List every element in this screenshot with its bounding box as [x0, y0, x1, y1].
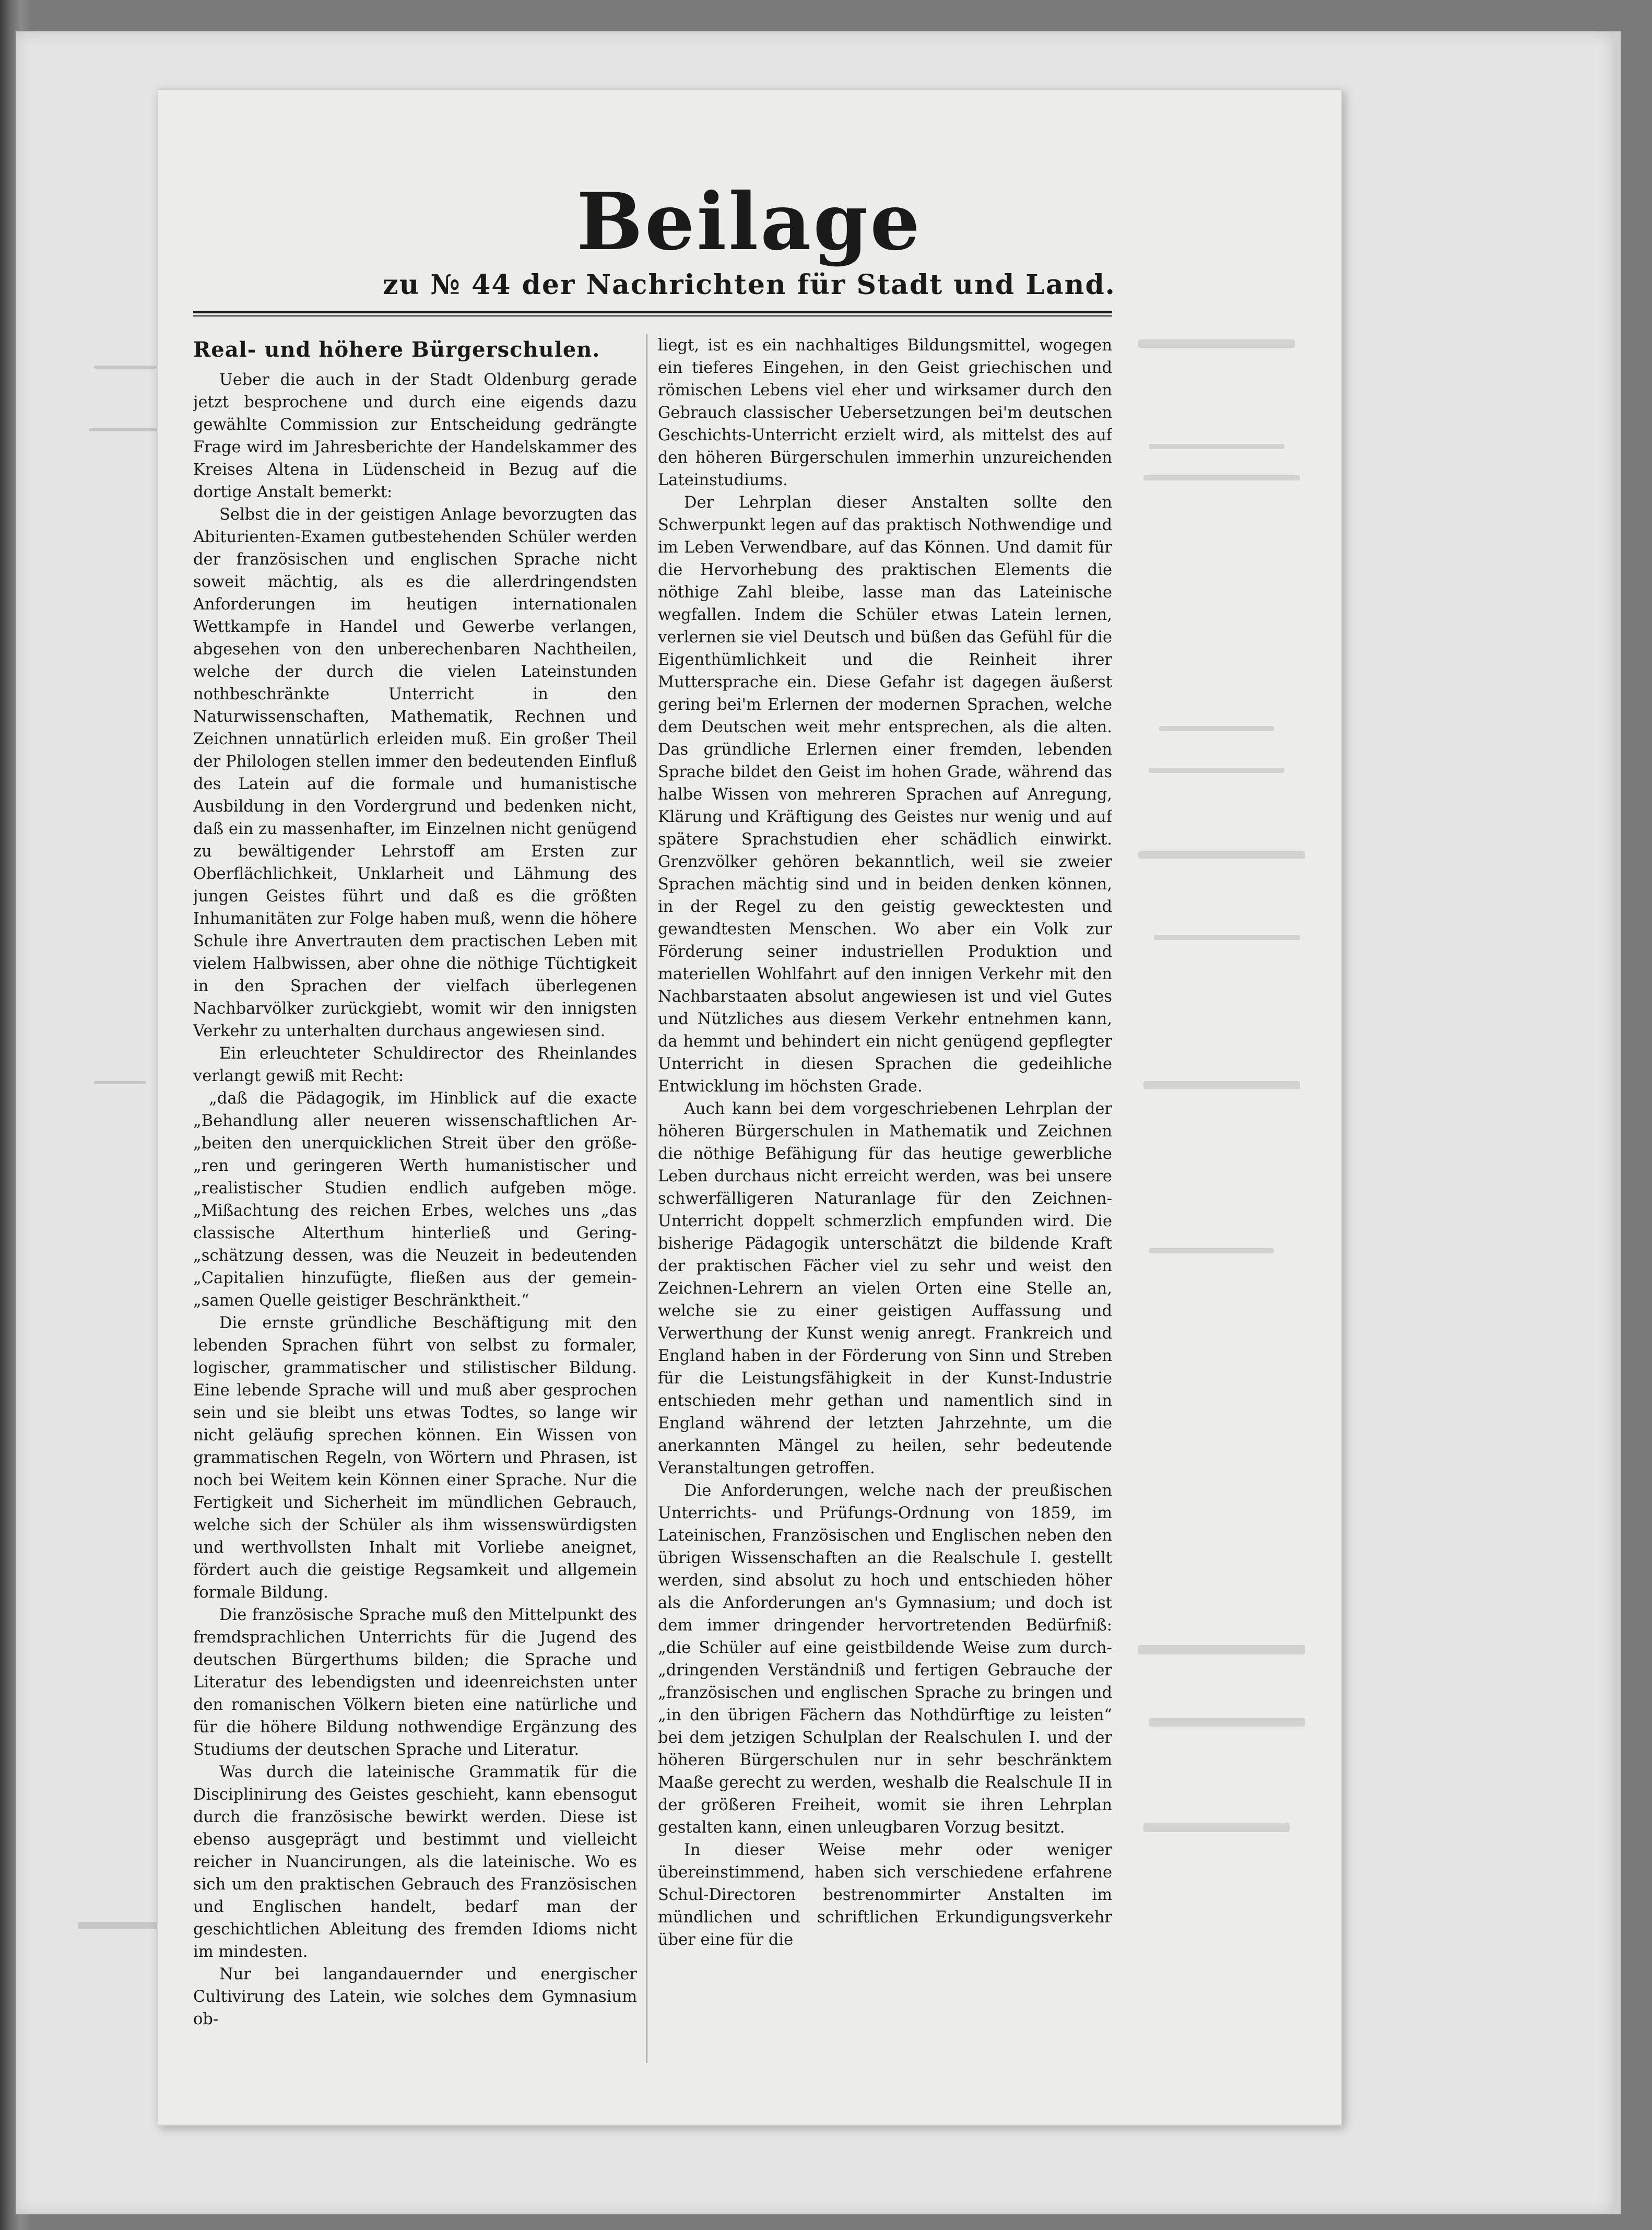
paragraph: Die Anforderungen, welche nach der preußischen Unterrichts- und Prüfungs-Ordnung von 1859, im Lateinischen, Französischen und Englischen neben den übrigen Wissenschaften an die Realschule I. gestellt werden, sind absolut zu hoch und entschieden höher als die Anforderungen an's Gymnasium; und doch ist dem immer dringender hervortretenden Bedürfniß: „die Schüler auf eine geistbildende Weise zum durch- „dringenden Verständniß und fertigen Gebrauche der „französischen und englischen Sprache zu bringen und „in den übrigen Fächern das Nothdürftige zu leisten“ bei dem jetzigen Schulplan der Realschulen I. und der höheren Bürgerschulen nur in sehr beschränktem Maaße gerecht zu werden, weshalb die Realschule II in der größeren Freiheit, womit sie ihren Lehrplan gestalten kann, einen unleugbaren Vorzug besitzt.: [658, 1482, 1112, 1837]
masthead-rule-thick: [193, 311, 1112, 313]
supplement-title: Beilage: [576, 176, 922, 268]
paragraph: Selbst die in der geistigen Anlage bevorzugten das Abiturienten-Examen gutbestehenden Schüler werden der französischen und englischen Sprache nicht soweit mächtig, als es die allerdringendsten Anforderungen im heutigen internationalen Wettkampfe in Handel und Gewerbe verlangen, abgesehen von den unberechenbaren Nachtheilen, welche der durch die vielen Lateinstunden nothbeschränkte Unterricht in den Naturwissenschaften, Mathematik, Rechnen und Zeichnen unnatürlich erleiden muß. Ein großer Theil der Philologen stellen immer den bedeutenden Einfluß des Latein auf die formale und humanistische Ausbildung in den Vordergrund und bedenken nicht, daß ein zu massenhafter, im Einzelnen nicht genügend zu bewältigender Lehrstoff am Ersten zur Oberflächlichkeit, Unklarheit und Lähmung des jungen Geistes führt und daß es die größten Inhumanitäten zur Folge haben muß, wenn die höhere Schule ihre Anvertrauten dem practischen Leben mit vielem Halbwissen, aber ohne die nöthige Tüchtigkeit in den Sprachen der vielfach überlegenen Nachbarvölker zurückgiebt, womit wir den innigsten Verkehr zu unterhalten durchaus angewiesen sind.: [193, 506, 637, 1040]
supplement-subtitle: zu № 44 der Nachrichten für Stadt und Land.: [383, 269, 1116, 301]
paragraph: Ueber die auch in der Stadt Oldenburg gerade jetzt besprochene und durch eine eigends dazu gewählte Commission zur Entscheidung gedrängte Frage wird im Jahresberichte der Handelskammer des Kreises Altena in Lüdenscheid in Bezug auf die dortige Anstalt bemerkt:: [193, 371, 637, 501]
bleed-through-area: [1128, 308, 1326, 1979]
bleed-through-mark: [89, 428, 162, 431]
paragraph: Der Lehrplan dieser Anstalten sollte den Schwerpunkt legen auf das praktisch Nothwendige und im Leben Verwendbare, auf das Können. Und damit für die Hervorhebung des praktischen Elements die nöthige Zahl bleibe, lasse man das Lateinische wegfallen. Indem die Schüler etwas Latein lernen, verlernen sie viel Deutsch und büßen das Gefühl für die Eigenthümlichkeit und die Reinheit ihrer Muttersprache ein. Diese Gefahr ist dagegen äußerst gering bei'm Erlernen der modernen Sprachen, welche dem Deutschen weit mehr entsprechen, als die alten. Das gründliche Erlernen einer fremden, lebenden Sprache bildet den Geist im hohen Grade, während das halbe Wissen von mehreren Sprachen auf Anregung, Klärung und Kräftigung des Geistes nur wenig und auf spätere Sprachstudien eher schädlich einwirkt. Grenzvölker gehören bekanntlich, weil sie zweier Sprachen mächtig sind und in beiden denken können, in der Regel zu den geistig gewecktesten und gewandtesten Menschen. Wo aber ein Volk zur Förderung seiner industriellen Produktion und materiellen Wohlfahrt auf den innigen Verkehr mit den Nachbarstaaten absolut angewiesen ist und viel Gutes und Nützliches aus diesem Verkehr entnehmen kann, da hemmt und behindert ein nicht genügend gepflegter Unterricht in diesen Sprachen die gedeihliche Entwicklung im höchsten Grade.: [658, 494, 1112, 1096]
column-divider: [646, 334, 647, 2063]
bleed-through-mark: [94, 366, 157, 369]
paragraph: Ein erleuchteter Schuldirector des Rheinlandes verlangt gewiß mit Recht:: [193, 1044, 637, 1085]
paragraph: Was durch die lateinische Grammatik für die Disciplinirung des Geistes geschieht, kann ebensogut durch die französische bewirkt werden. Diese ist ebenso ausgeprägt und bestimmt und vielleicht reicher in Nuancirungen, als die lateinische. Wo es sich um den praktischen Gebrauch des Französischen und Englischen handelt, bedarf man der geschichtlichen Ableitung des fremden Idioms nicht im mindesten.: [193, 1763, 637, 1961]
quotation: „daß die Pädagogik, im Hinblick auf die exacte „Behandlung aller neueren wissenschaftlichen Ar- „beiten den unerquicklichen Streit über den größe- „ren und geringeren Werth humanistischer und „realistischer Studien endlich aufgeben möge. „Mißachtung des reichen Erbes, welches uns „das classische Alterthum hinterließ und Gering- „schätzung dessen, was die Neuzeit in bedeutenden „Capitalien hinzufügte, fließen aus der gemein- „samen Quelle geistiger Beschränktheit.“: [193, 1089, 637, 1310]
paragraph: In dieser Weise mehr oder weniger übereinstimmend, haben sich verschiedene erfahrene Schul-Directoren bestrenommirter Anstalten im mündlichen und schriftlichen Erkundigungsverkehr über eine für die: [658, 1841, 1112, 1949]
paragraph: Die ernste gründliche Beschäftigung mit den lebenden Sprachen führt von selbst zu formaler, logischer, grammatischer und stilistischer Bildung. Eine lebende Sprache will und muß aber gesprochen sein und sie bleibt uns etwas Todtes, so lange wir nicht geläufig sprechen können. Ein Wissen von grammatischen Regeln, von Wörtern und Phrasen, ist noch bei Weitem kein Können einer Sprache. Nur die Fertigkeit und Sicherheit im mündlichen Gebrauch, welche sich der Schüler als ihm wissenswürdigsten und werthvollsten Inhalt mit Vorliebe aneignet, fördert auch die geistige Regsamkeit und allgemein formale Bildung.: [193, 1314, 637, 1602]
article-heading: Real- und höhere Bürgerschulen.: [193, 337, 600, 362]
paragraph: Die französische Sprache muß den Mittelpunkt des fremdsprachlichen Unterrichts für die Jugend des deutschen Bürgerthums bilden; die Sprache und Literatur des lebendigsten und ideenreichsten unter den romanischen Völkern bieten eine natürliche und für die höhere Bildung nothwendige Ergänzung des Studiums der deutschen Sprache und Literatur.: [193, 1606, 637, 1759]
bleed-through-mark: [94, 1081, 146, 1084]
paragraph: Auch kann bei dem vorgeschriebenen Lehrplan der höheren Bürgerschulen in Mathematik und Zeichnen die nöthige Befähigung für das heutige gewerbliche Leben durchaus nicht erreicht werden, was bei unsere schwerfälligeren Naturanlage für den Zeichnen-Unterricht doppelt schmerzlich empfunden wird. Die bisherige Pädagogik unterschätzt die bildende Kraft der praktischen Fächer viel zu sehr und weist den Zeichnen-Lehrern an vielen Orten eine Stelle an, welche sie zu einer geistigen Auffassung und Verwerthung der Kunst wenig anregt. Frankreich und England haben in der Förderung von Sinn und Streben für die Leistungsfähigkeit in der Kunst-Industrie entschieden mehr gethan und namentlich sind in England während der letzten Jahrzehnte, um die anerkannten Mängel zu heilen, sehr bedeutende Veranstaltungen getroffen.: [658, 1100, 1112, 1477]
masthead-rule-thin: [193, 315, 1112, 316]
bleed-through-mark: [78, 1922, 162, 1929]
newspaper-page: [157, 89, 1342, 2126]
paragraph: Nur bei langandauernder und energischer Cultivirung des Latein, wie solches dem Gymnasium ob-: [193, 1965, 637, 2028]
paragraph-continued: liegt, ist es ein nachhaltiges Bildungsmittel, wogegen ein tieferes Eingehen, in den Geist griechischen und römischen Lebens viel eher und wirksamer durch den Gebrauch classischer Uebersetzungen bei'm deutschen Geschichts-Unterricht erzielt wird, als mittelst des auf den höheren Bürgerschulen immerhin unzureichenden Lateinstudiums.: [658, 336, 1112, 489]
column-right: [658, 334, 1112, 2099]
column-left: [193, 334, 637, 2099]
